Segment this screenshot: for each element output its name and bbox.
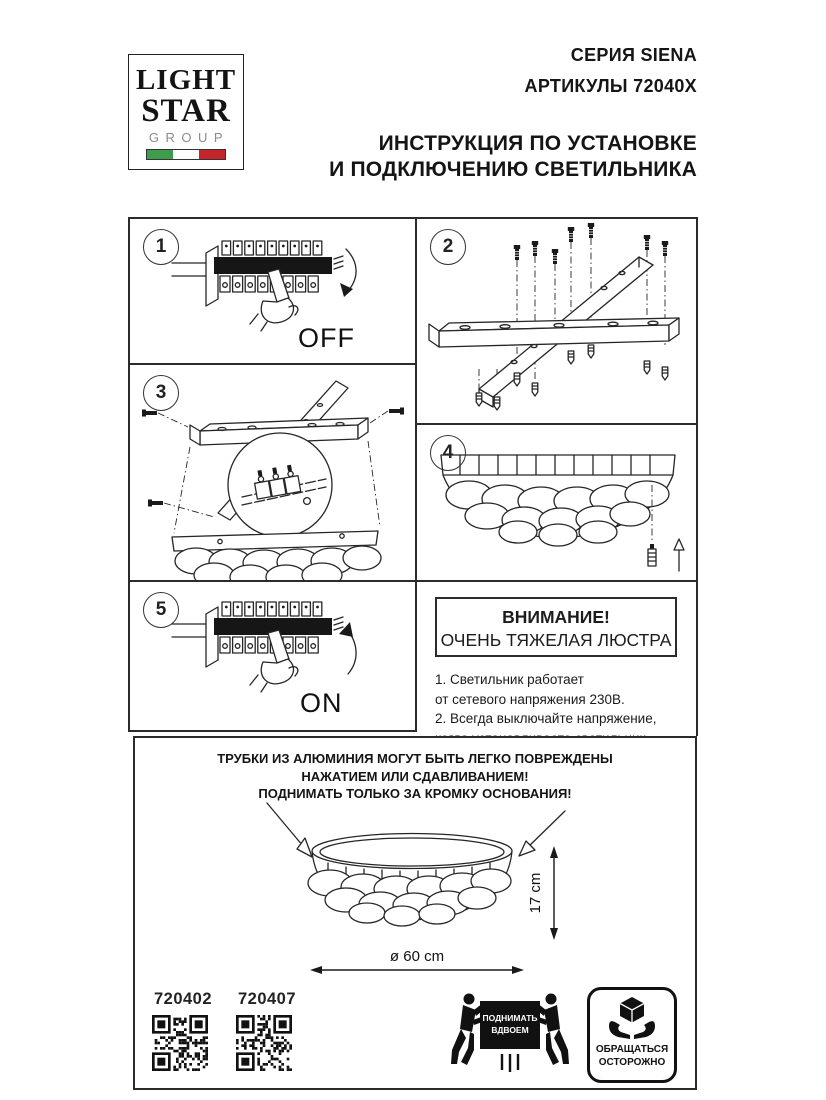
instruction-panels bbox=[128, 217, 698, 1090]
diameter-dimension-label: ø 60 cm bbox=[389, 948, 445, 965]
lift-label-line2: ВДВОЕМ bbox=[491, 1025, 529, 1035]
step-3-number: 3 bbox=[143, 375, 179, 411]
hands-holding-box-glyph bbox=[606, 995, 658, 1041]
screw-icon bbox=[648, 544, 656, 566]
flag-red bbox=[199, 150, 225, 159]
arrow-up-icon bbox=[339, 622, 353, 637]
attention-subtitle: ОЧЕНЬ ТЯЖЕЛАЯ ЛЮСТРА bbox=[440, 630, 672, 650]
attention-box bbox=[435, 597, 677, 657]
flag-white bbox=[173, 150, 199, 159]
logo-word-group: GROUP bbox=[148, 130, 230, 145]
lightstar-logo bbox=[128, 54, 244, 170]
article-code: 720407 bbox=[237, 990, 297, 1008]
step-4-panel bbox=[415, 423, 698, 582]
off-label: OFF bbox=[298, 323, 355, 353]
height-dimension-label: 17 cm bbox=[527, 872, 544, 914]
arrow-down-icon bbox=[340, 283, 353, 297]
note-line: от сетевого напряжения 230В. bbox=[435, 691, 625, 707]
care-label-line1: ОБРАЩАТЬСЯ bbox=[595, 1044, 669, 1055]
wall-anchor-icon bbox=[514, 373, 520, 386]
attention-title: ВНИМАНИЕ! bbox=[502, 607, 610, 627]
step-3-panel bbox=[128, 363, 417, 582]
caution-line: НАЖАТИЕМ ИЛИ СДАВЛИВАНИЕМ! bbox=[301, 768, 529, 784]
note-line: 2. Всегда выключайте напряжение, bbox=[435, 711, 657, 726]
warning-section bbox=[415, 580, 698, 736]
screw-icon bbox=[142, 410, 157, 417]
chandelier-scallops bbox=[175, 546, 381, 580]
caution-line: ТРУБКИ ИЗ АЛЮМИНИЯ МОГУТ БЫТЬ ЛЕГКО ПОВРЕЖДЕНЫ bbox=[217, 751, 613, 766]
step-4-number: 4 bbox=[430, 435, 466, 471]
step-5-panel bbox=[128, 580, 417, 732]
lift-with-two-people-icon bbox=[450, 990, 570, 1082]
article-720407 bbox=[236, 990, 298, 1071]
instruction-title-line2: И ПОДКЛЮЧЕНИЮ СВЕТИЛЬНИКА bbox=[329, 158, 697, 181]
screw-icon bbox=[514, 245, 520, 260]
instruction-title-line1: ИНСТРУКЦИЯ ПО УСТАНОВКЕ bbox=[378, 132, 697, 155]
series-title: СЕРИЯ SIENA bbox=[570, 45, 697, 65]
header-titles bbox=[329, 40, 697, 183]
lift-label-line1: ПОДНИМАТЬ bbox=[482, 1013, 538, 1023]
chandelier-dimension-drawing bbox=[250, 790, 595, 990]
logo-word-light: LIGHT bbox=[135, 64, 237, 96]
articles-title: АРТИКУЛЫ 72040X bbox=[524, 76, 697, 96]
caution-line: ПОДНИМАТЬ ТОЛЬКО ЗА КРОМКУ ОСНОВАНИЯ! bbox=[258, 786, 572, 801]
qr-code-icon bbox=[236, 1015, 292, 1071]
step-2-number: 2 bbox=[430, 229, 466, 265]
handling-panel bbox=[133, 736, 697, 1090]
qr-code-icon bbox=[152, 1015, 208, 1071]
article-code: 720402 bbox=[153, 990, 213, 1008]
flag-green bbox=[147, 150, 173, 159]
article-720402 bbox=[152, 990, 214, 1071]
italian-flag-bar bbox=[146, 149, 226, 160]
handle-with-care-icon bbox=[587, 987, 677, 1083]
note-line: 1. Светильник работает bbox=[435, 672, 584, 687]
arrow-up-icon bbox=[674, 539, 684, 550]
step-5-number: 5 bbox=[143, 592, 179, 628]
step-2-panel bbox=[415, 217, 698, 425]
on-label: ON bbox=[300, 688, 343, 718]
care-label-line2: ОСТОРОЖНО bbox=[598, 1057, 666, 1068]
logo-word-star: STAR bbox=[141, 93, 231, 129]
step-1-panel bbox=[128, 217, 417, 365]
step-1-number: 1 bbox=[143, 229, 179, 265]
